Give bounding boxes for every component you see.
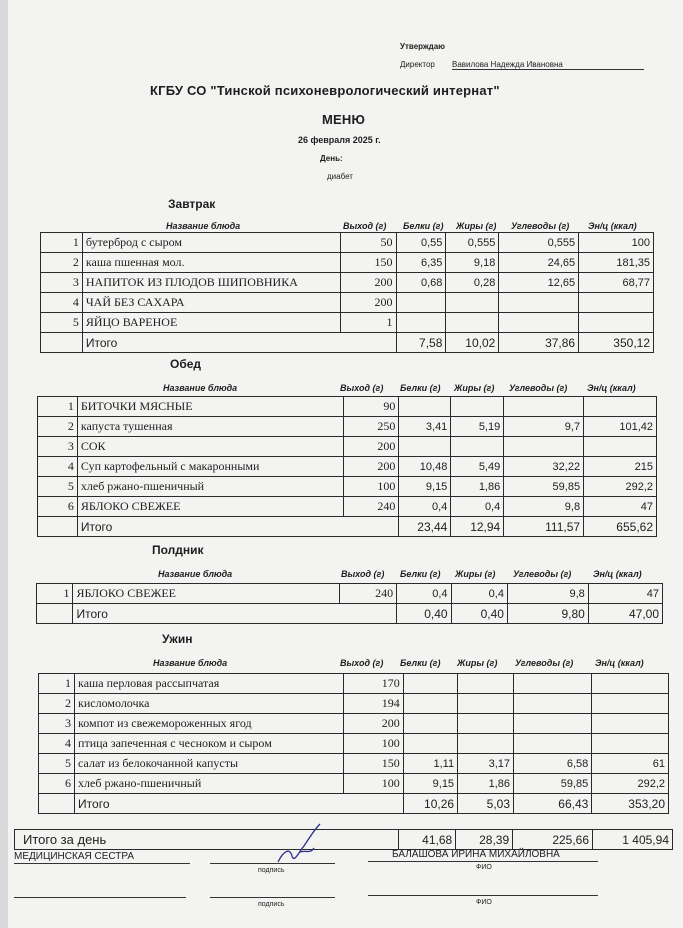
dish-carbs [514, 734, 592, 754]
fio-label-2: ФИО [476, 899, 492, 906]
dish-carbs: 24,65 [499, 253, 579, 273]
menu-row [38, 477, 657, 497]
dish-output: 240 [343, 497, 399, 517]
dish-name: каша перловая рассыпчатая [75, 674, 344, 694]
total-row [41, 333, 654, 353]
dish-carbs [504, 397, 584, 417]
dish-fat [446, 293, 499, 313]
dish-energy [579, 293, 654, 313]
dish-output: 194 [344, 694, 404, 714]
signature-label-2: подпись [258, 901, 285, 908]
row-number: 4 [39, 734, 75, 754]
dish-carbs: 6,58 [514, 754, 592, 774]
row-number: 2 [41, 253, 83, 273]
row-number: 2 [39, 694, 75, 714]
dish-protein [403, 674, 457, 694]
col-protein: Белки (г) [400, 658, 441, 668]
menu-row [38, 397, 657, 417]
col-fat: Жиры (г) [455, 569, 496, 579]
row-number: 1 [39, 674, 75, 694]
director-name: Вавилова Надежда Ивановна [452, 60, 644, 70]
dish-output: 90 [343, 397, 399, 417]
dish-name: СОК [77, 437, 343, 457]
dish-energy: 181,35 [579, 253, 654, 273]
dish-energy: 101,42 [584, 417, 657, 437]
dish-protein: 1,11 [403, 754, 457, 774]
total-label: Итого [82, 333, 396, 353]
organization-name: КГБУ СО "Тинской психоневрологический интернат" [150, 83, 500, 98]
dish-energy [584, 437, 657, 457]
dinner-title: Ужин [162, 632, 193, 646]
dish-carbs [504, 437, 584, 457]
dish-protein: 3,41 [399, 417, 451, 437]
dish-protein: 6,35 [396, 253, 446, 273]
total-spacer [37, 604, 73, 624]
dish-fat [451, 397, 504, 417]
dish-fat [458, 674, 514, 694]
dish-name: птица запеченная с чесноком и сыром [75, 734, 344, 754]
signature-line-2 [210, 897, 335, 898]
menu-row [41, 233, 654, 253]
total-f: 10,02 [446, 333, 499, 353]
row-number: 5 [38, 477, 78, 497]
total-e: 353,20 [592, 794, 669, 814]
dish-fat [446, 313, 499, 333]
row-number: 3 [38, 437, 78, 457]
breakfast-title: Завтрак [168, 197, 216, 211]
col-name: Название блюда [163, 383, 238, 393]
dish-output: 200 [340, 293, 396, 313]
total-label: Итого [73, 604, 397, 624]
dish-output: 150 [344, 754, 404, 774]
dish-carbs [514, 694, 592, 714]
row-number: 5 [39, 754, 75, 774]
position-line-2 [14, 897, 186, 898]
menu-row [39, 774, 669, 794]
col-carbs: Углеводы (г) [511, 221, 570, 231]
fio-label: ФИО [476, 864, 492, 871]
dish-protein [396, 313, 446, 333]
dish-energy: 292,2 [592, 774, 669, 794]
dish-protein: 9,15 [403, 774, 457, 794]
dish-carbs: 59,85 [514, 774, 592, 794]
dish-carbs: 59,85 [504, 477, 584, 497]
dish-fat [458, 694, 514, 714]
menu-title: МЕНЮ [322, 112, 366, 127]
dish-protein: 10,48 [399, 457, 451, 477]
col-energy: Эн/ц (ккал) [587, 383, 636, 393]
total-p: 0,40 [397, 604, 451, 624]
col-protein: Белки (г) [400, 569, 441, 579]
col-protein: Белки (г) [400, 383, 441, 393]
dish-carbs: 12,65 [499, 273, 579, 293]
row-number: 3 [39, 714, 75, 734]
dish-name: кисломолочка [75, 694, 344, 714]
menu-date: 26 февраля 2025 г. [298, 135, 381, 145]
col-fat: Жиры (г) [454, 383, 495, 393]
snack-table [36, 583, 663, 624]
menu-row [41, 253, 654, 273]
dish-protein [403, 694, 457, 714]
dish-carbs: 0,555 [499, 233, 579, 253]
diet-label: диабет [327, 172, 353, 181]
total-p: 7,58 [396, 333, 446, 353]
menu-row [41, 313, 654, 333]
total-p: 10,26 [403, 794, 457, 814]
dish-energy: 68,77 [579, 273, 654, 293]
row-number: 1 [37, 584, 73, 604]
dish-output: 1 [340, 313, 396, 333]
col-name: Название блюда [153, 658, 228, 668]
menu-row [38, 457, 657, 477]
total-p: 23,44 [399, 517, 451, 537]
dish-name: хлеб ржано-пшеничный [75, 774, 344, 794]
dish-carbs [499, 313, 579, 333]
dish-name: ЯБЛОКО СВЕЖЕЕ [77, 497, 343, 517]
dish-output: 200 [340, 273, 396, 293]
menu-row [37, 584, 663, 604]
total-spacer [38, 517, 78, 537]
day-total-energy: 1 405,94 [593, 830, 673, 850]
dish-protein [399, 397, 451, 417]
fio-line [368, 861, 598, 862]
dish-energy: 47 [584, 497, 657, 517]
col-name: Название блюда [158, 569, 233, 579]
director-label: Директор [400, 60, 435, 69]
total-label: Итого [75, 794, 404, 814]
row-number: 1 [41, 233, 83, 253]
row-number: 6 [38, 497, 78, 517]
dish-name: бутерброд с сыром [82, 233, 340, 253]
total-e: 350,12 [579, 333, 654, 353]
col-fat: Жиры (г) [456, 221, 497, 231]
menu-row [39, 694, 669, 714]
dish-energy [579, 313, 654, 333]
dish-protein [396, 293, 446, 313]
dish-energy: 61 [592, 754, 669, 774]
breakfast-table [40, 232, 654, 353]
dish-fat: 5,19 [451, 417, 504, 437]
dish-protein [403, 734, 457, 754]
dish-name: капуста тушенная [77, 417, 343, 437]
row-number: 5 [41, 313, 83, 333]
dish-carbs [499, 293, 579, 313]
menu-row [39, 674, 669, 694]
total-spacer [39, 794, 75, 814]
day-total-carbs: 225,66 [513, 830, 593, 850]
dinner-table [38, 673, 669, 814]
dish-energy [592, 674, 669, 694]
dish-output: 100 [343, 477, 399, 497]
dish-output: 170 [344, 674, 404, 694]
dish-name: Суп картофельный с макаронными [77, 457, 343, 477]
dish-fat: 1,86 [451, 477, 504, 497]
dish-protein: 0,55 [396, 233, 446, 253]
dish-output: 150 [340, 253, 396, 273]
dish-output: 100 [344, 774, 404, 794]
row-number: 4 [38, 457, 78, 477]
nurse-name: БАЛАШОВА ИРИНА МИХАЙЛОВНА [392, 849, 560, 860]
dish-name: ЧАЙ БЕЗ САХАРА [82, 293, 340, 313]
dish-protein: 9,15 [399, 477, 451, 497]
approve-label: Утверждаю [400, 42, 445, 51]
dish-output: 240 [339, 584, 396, 604]
menu-row [38, 417, 657, 437]
day-total-table [14, 829, 673, 850]
row-number: 3 [41, 273, 83, 293]
dish-energy: 292,2 [584, 477, 657, 497]
position-line [14, 863, 190, 864]
total-e: 47,00 [588, 604, 662, 624]
menu-row [41, 293, 654, 313]
dish-fat: 0,555 [446, 233, 499, 253]
dish-output: 100 [344, 734, 404, 754]
dish-fat: 9,18 [446, 253, 499, 273]
dish-fat: 0,4 [451, 497, 504, 517]
dish-fat: 1,86 [458, 774, 514, 794]
dish-carbs [514, 714, 592, 734]
total-c: 9,80 [507, 604, 588, 624]
dish-output: 50 [340, 233, 396, 253]
col-output: Выход (г) [340, 383, 384, 393]
col-energy: Эн/ц (ккал) [593, 569, 642, 579]
day-total-row [15, 830, 673, 850]
row-number: 1 [38, 397, 78, 417]
dish-name: ЯЙЦО ВАРЕНОЕ [82, 313, 340, 333]
dish-name: БИТОЧКИ МЯСНЫЕ [77, 397, 343, 417]
col-output: Выход (г) [343, 221, 387, 231]
total-c: 37,86 [499, 333, 579, 353]
col-energy: Эн/ц (ккал) [595, 658, 644, 668]
row-number: 4 [41, 293, 83, 313]
nurse-position: МЕДИЦИНСКАЯ СЕСТРА [14, 851, 135, 862]
dish-protein: 0,4 [399, 497, 451, 517]
dish-name: салат из белокочанной капусты [75, 754, 344, 774]
dish-name: хлеб ржано-пшеничный [77, 477, 343, 497]
total-spacer [41, 333, 83, 353]
total-e: 655,62 [584, 517, 657, 537]
menu-row [41, 273, 654, 293]
day-total-protein: 41,68 [399, 830, 456, 850]
dish-name: компот из свежемороженных ягод [75, 714, 344, 734]
dish-output: 200 [344, 714, 404, 734]
dish-carbs: 9,8 [507, 584, 588, 604]
dish-energy [592, 734, 669, 754]
dish-carbs: 9,7 [504, 417, 584, 437]
fio-line-2 [368, 895, 598, 896]
col-output: Выход (г) [340, 658, 384, 668]
col-fat: Жиры (г) [457, 658, 498, 668]
dish-energy: 47 [588, 584, 662, 604]
dish-fat [458, 734, 514, 754]
menu-row [39, 754, 669, 774]
dish-energy [592, 714, 669, 734]
dish-output: 200 [343, 457, 399, 477]
dish-protein [403, 714, 457, 734]
total-label: Итого [77, 517, 399, 537]
lunch-table [37, 396, 657, 537]
dish-fat [451, 437, 504, 457]
dish-carbs: 32,22 [504, 457, 584, 477]
lunch-title: Обед [170, 357, 202, 371]
col-name: Название блюда [166, 221, 241, 231]
total-row [37, 604, 663, 624]
col-protein: Белки (г) [403, 221, 444, 231]
dish-protein: 0,68 [396, 273, 446, 293]
dish-protein: 0,4 [397, 584, 451, 604]
dish-carbs: 9,8 [504, 497, 584, 517]
menu-row [39, 734, 669, 754]
day-total-label: Итого за день [15, 830, 399, 850]
dish-output: 250 [343, 417, 399, 437]
dish-output: 200 [343, 437, 399, 457]
total-row [39, 794, 669, 814]
col-output: Выход (г) [341, 569, 385, 579]
dish-protein [399, 437, 451, 457]
dish-fat [458, 714, 514, 734]
col-carbs: Углеводы (г) [509, 383, 568, 393]
dish-name: НАПИТОК ИЗ ПЛОДОВ ШИПОВНИКА [82, 273, 340, 293]
signature-label: подпись [258, 867, 285, 874]
total-f: 5,03 [458, 794, 514, 814]
dish-energy [584, 397, 657, 417]
menu-row [38, 497, 657, 517]
dish-fat: 5,49 [451, 457, 504, 477]
day-total-fat: 28,39 [456, 830, 513, 850]
total-f: 12,94 [451, 517, 504, 537]
dish-energy [592, 694, 669, 714]
total-c: 66,43 [514, 794, 592, 814]
row-number: 2 [38, 417, 78, 437]
dish-fat: 0,28 [446, 273, 499, 293]
col-carbs: Углеводы (г) [515, 658, 574, 668]
menu-row [38, 437, 657, 457]
dish-fat: 3,17 [458, 754, 514, 774]
col-carbs: Углеводы (г) [513, 569, 572, 579]
handwritten-signature [270, 820, 330, 870]
dish-fat: 0,4 [451, 584, 507, 604]
dish-energy: 100 [579, 233, 654, 253]
dish-name: каша пшенная мол. [82, 253, 340, 273]
menu-row [39, 714, 669, 734]
row-number: 6 [39, 774, 75, 794]
snack-title: Полдник [152, 543, 204, 557]
day-label: День: [320, 154, 343, 163]
col-energy: Эн/ц (ккал) [588, 221, 637, 231]
dish-carbs [514, 674, 592, 694]
dish-energy: 215 [584, 457, 657, 477]
dish-name: ЯБЛОКО СВЕЖЕЕ [73, 584, 339, 604]
total-c: 111,57 [504, 517, 584, 537]
total-row [38, 517, 657, 537]
total-f: 0,40 [451, 604, 507, 624]
